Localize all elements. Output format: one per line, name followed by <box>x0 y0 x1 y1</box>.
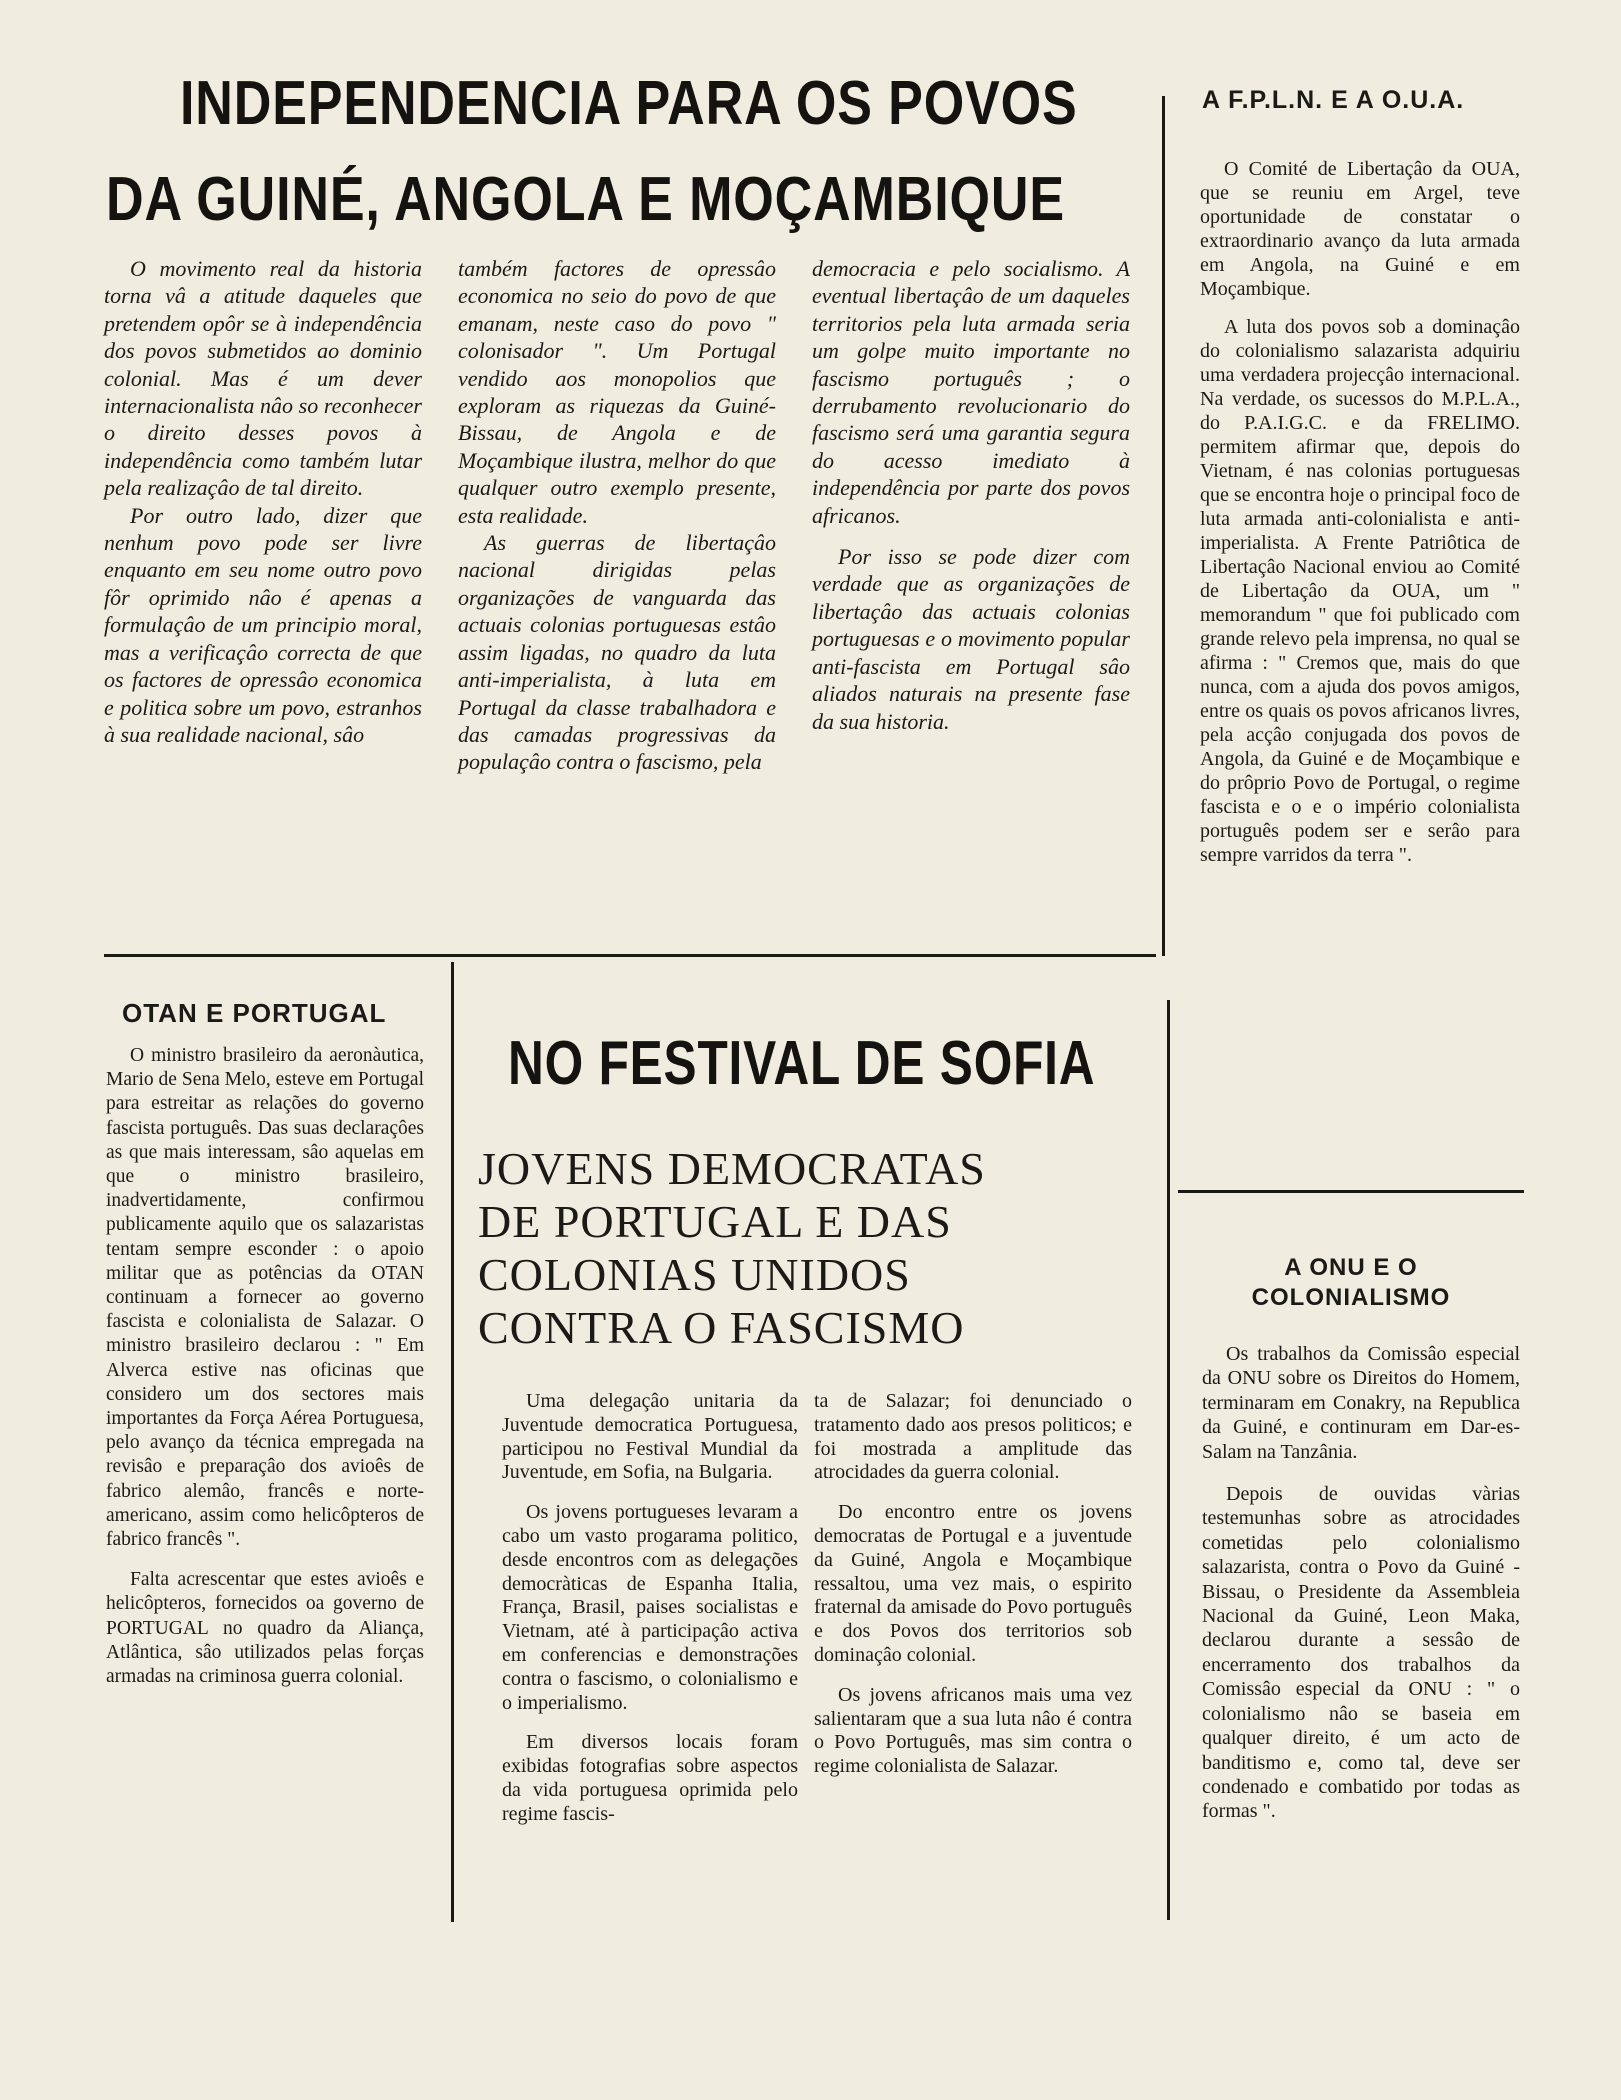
subheadline-line: JOVENS DEMOCRATAS <box>478 1143 986 1194</box>
section-divider <box>104 954 1156 957</box>
column-divider <box>1162 96 1165 956</box>
paragraph: Por isso se pode dizer com verdade que as organizações de libertaçâo das actuais colonias portuguesas e o movimento popular anti-fascista em Portugal sâo aliados naturais na presente fase da sua historia. <box>812 544 1130 734</box>
paragraph: Os jovens portugueses levaram a cabo um vasto progarama politico, desde encontros com as delegações democràticas de Espanha Italia, França, Brasil, paises socialistas e Vietnam, até à participaçâo activa em conferencias e demonstrações contra o fascismo, o colonialismo e o imperialismo. <box>502 1501 798 1714</box>
main-headline-line2: DA GUINÉ, ANGOLA E MOÇAMBIQUE <box>106 165 1065 234</box>
paragraph: O movimento real da historia torna vâ a atitude daqueles que pretendem opôr se à independência dos povos submetidos ao dominio colonial. Mas é um dever internacionalista nâo so reconhecer o direito desses povos à independência como também lutar pela realizaçâo de tal direito. <box>104 256 422 501</box>
section-divider <box>1178 1190 1524 1193</box>
otan-title: OTAN E PORTUGAL <box>122 998 387 1028</box>
fpln-article <box>1200 157 1520 867</box>
paragraph: Do encontro entre os jovens democratas de Portugal e a juventude da Guiné, Angola e Moçambique ressaltou, uma vez mais, o espirito fraternal da amisade do Povo português e dos Povos dos territorios sob dominaçâo colonial. <box>814 1501 1132 1666</box>
subheadline-line: COLONIAS UNIDOS <box>478 1249 911 1300</box>
fpln-title: A F.P.L.N. E A O.U.A. <box>1202 86 1465 114</box>
paragraph: O Comité de Libertaçâo da OUA, que se reuniu em Argel, teve oportunidade de constatar o extraordinario avanço da luta armada em Angola, na Guiné e em Moçambique. <box>1200 158 1520 300</box>
otan-article <box>106 1044 424 1689</box>
main-article-col3 <box>812 255 1130 735</box>
sofia-article-col1 <box>502 1390 798 1827</box>
subheadline-line: DE PORTUGAL E DAS <box>478 1196 952 1247</box>
paragraph: Por outro lado, dizer que nenhum povo pode ser livre enquanto em seu nome outro povo fôr oprimido nâo é apenas a formulaçâo de um principio moral, mas a verificaçâo correcta de que os factores de opressâo economica e politica sobre um povo, estranhos à sua realidade nacional, sâo <box>104 502 422 747</box>
sofia-subheadline <box>478 1142 1118 1354</box>
paragraph: democracia e pelo socialismo. A eventual libertaçâo de um daqueles territorios pela luta armada seria um golpe muito importante no fascismo português ; o derrubamento revolucionario do fascismo será uma garantia segura do acesso imediato à independência por parte dos povos africanos. <box>812 256 1130 528</box>
paragraph: As guerras de libertaçâo nacional dirigidas pelas organizações de vanguarda das actuais colonias portuguesas estâo assim ligadas, no quadro da luta anti-imperialista, à luta em Portugal da classe trabalhadora e das camadas progressivas da populaçâo contra o fascismo, pela <box>458 530 776 775</box>
paragraph: Os trabalhos da Comissâo especial da ONU sobre os Direitos do Homem, terminaram em Conakry, na Republica da Guiné, e continuram em Dar-es-Salam na Tanzânia. <box>1202 1343 1520 1463</box>
onu-title <box>1196 1253 1506 1313</box>
onu-article <box>1202 1342 1520 1824</box>
paragraph: Em diversos locais foram exibidas fotografias sobre aspectos da vida portuguesa oprimida pelo regime fascis- <box>502 1731 798 1825</box>
column-divider <box>1167 1000 1170 1920</box>
main-article-col1 <box>104 255 422 748</box>
paragraph: Falta acrescentar que estes avioês e helicôpteros, fornecidos oa governo de PORTUGAL no quadro da Aliança, Atlântica, sâo utilizados pelas forças armadas na criminosa guerra colonial. <box>106 1569 424 1688</box>
paragraph: O ministro brasileiro da aeronàutica, Mario de Sena Melo, esteve em Portugal para estreitar as relações do governo fascista português. Das suas declaraçôes as que mais interessam, sâo aquelas em que o ministro brasileiro, inadvertidamente, confirmou publicamente aquilo que os salazaristas tentam sempre esconder : o apoio militar que as potências da OTAN continuam a fornecer ao governo fascista e colonialista de Salazar. O ministro brasileiro declarou : " Em Alverca estive nas oficinas que considero um dos sectores mais importantes da Força Aérea Portuguesa, pelo avanço da técnica empregada na revisâo e preparaçâo dos avioês de fabrico alemâo, francês e norte-americano, assim como helicôpteros de fabrico francês ". <box>106 1045 424 1551</box>
paragraph: Depois de ouvidas vàrias testemunhas sobre as atrocidades cometidas pelo colonialismo salazarista, contra o Povo da Guiné - Bissau, o Presidente da Assembleia Nacional da Guiné, Leon Maka, declarou durante a sessâo de encerramento dos trabalhos da Comissâo especial da ONU : " o colonialismo nâo se baseia em qualquer direito, é um acto de banditismo e, como tal, deve ser condenado e combatido por todas as formas ". <box>1202 1483 1520 1823</box>
onu-title-line: COLONIALISMO <box>1251 1284 1451 1311</box>
main-article-col2 <box>458 255 776 776</box>
paragraph: Uma delegaçâo unitaria da Juventude democratica Portuguesa, participou no Festival Mundial da Juventude, em Sofia, na Bulgaria. <box>502 1390 798 1484</box>
paragraph: também factores de opressâo economica no seio do povo de que emanam, neste caso do povo " colonisador ". Um Portugal vendido aos monopolios que exploram as riquezas da Guiné-Bissau, de Angola e de Moçambique ilustra, melhor do que qualquer outro exemplo presente, esta realidade. <box>458 256 776 528</box>
main-headline-line1: INDEPENDENCIA PARA OS POVOS <box>180 69 1078 138</box>
column-divider <box>451 962 454 1922</box>
subheadline-line: CONTRA O FASCISMO <box>478 1302 965 1353</box>
sofia-headline: NO FESTIVAL DE SOFIA <box>508 1029 1096 1098</box>
paragraph: ta de Salazar; foi denunciado o tratamento dado aos presos politicos; e foi mostrada a amplitude das atrocidades da guerra colonial. <box>814 1390 1132 1484</box>
sofia-article-col2 <box>814 1390 1132 1779</box>
onu-title-line: A ONU E O <box>1284 1254 1418 1281</box>
paragraph: Os jovens africanos mais uma vez salientaram que a sua luta nâo é contra o Povo Português, mas sim contra o regime colonialista de Salazar. <box>814 1683 1132 1778</box>
paragraph: A luta dos povos sob a dominaçâo do colonialismo salazarista adquiriu uma verdadera projecçâo internacional. Na verdade, os sucessos do M.P.L.A., do P.A.I.G.C. e da FRELIMO. permitem afirmar que, depois do Vietnam, é nas colonias portuguesas que se encontra hoje o principal foco de luta armada anti-colonialista e anti-imperialista. A Frente Patriôtica de Libertaçâo Nacional enviou ao Comité de Libertaçâo da OUA, um " memorandum " que foi publicado com grande relevo pela imprensa, no qual se afirma : " Cremos que, mais do que nunca, com a ajuda dos povos amigos, entre os quais os povos africanos livres, pela acçâo conjugada dos povos de Angola, da Guiné e de Moçambique e do prôprio Povo de Portugal, o regime fascista e o e o império colonialista português podem ser e serâo para sempre varridos da terra ". <box>1200 316 1520 866</box>
